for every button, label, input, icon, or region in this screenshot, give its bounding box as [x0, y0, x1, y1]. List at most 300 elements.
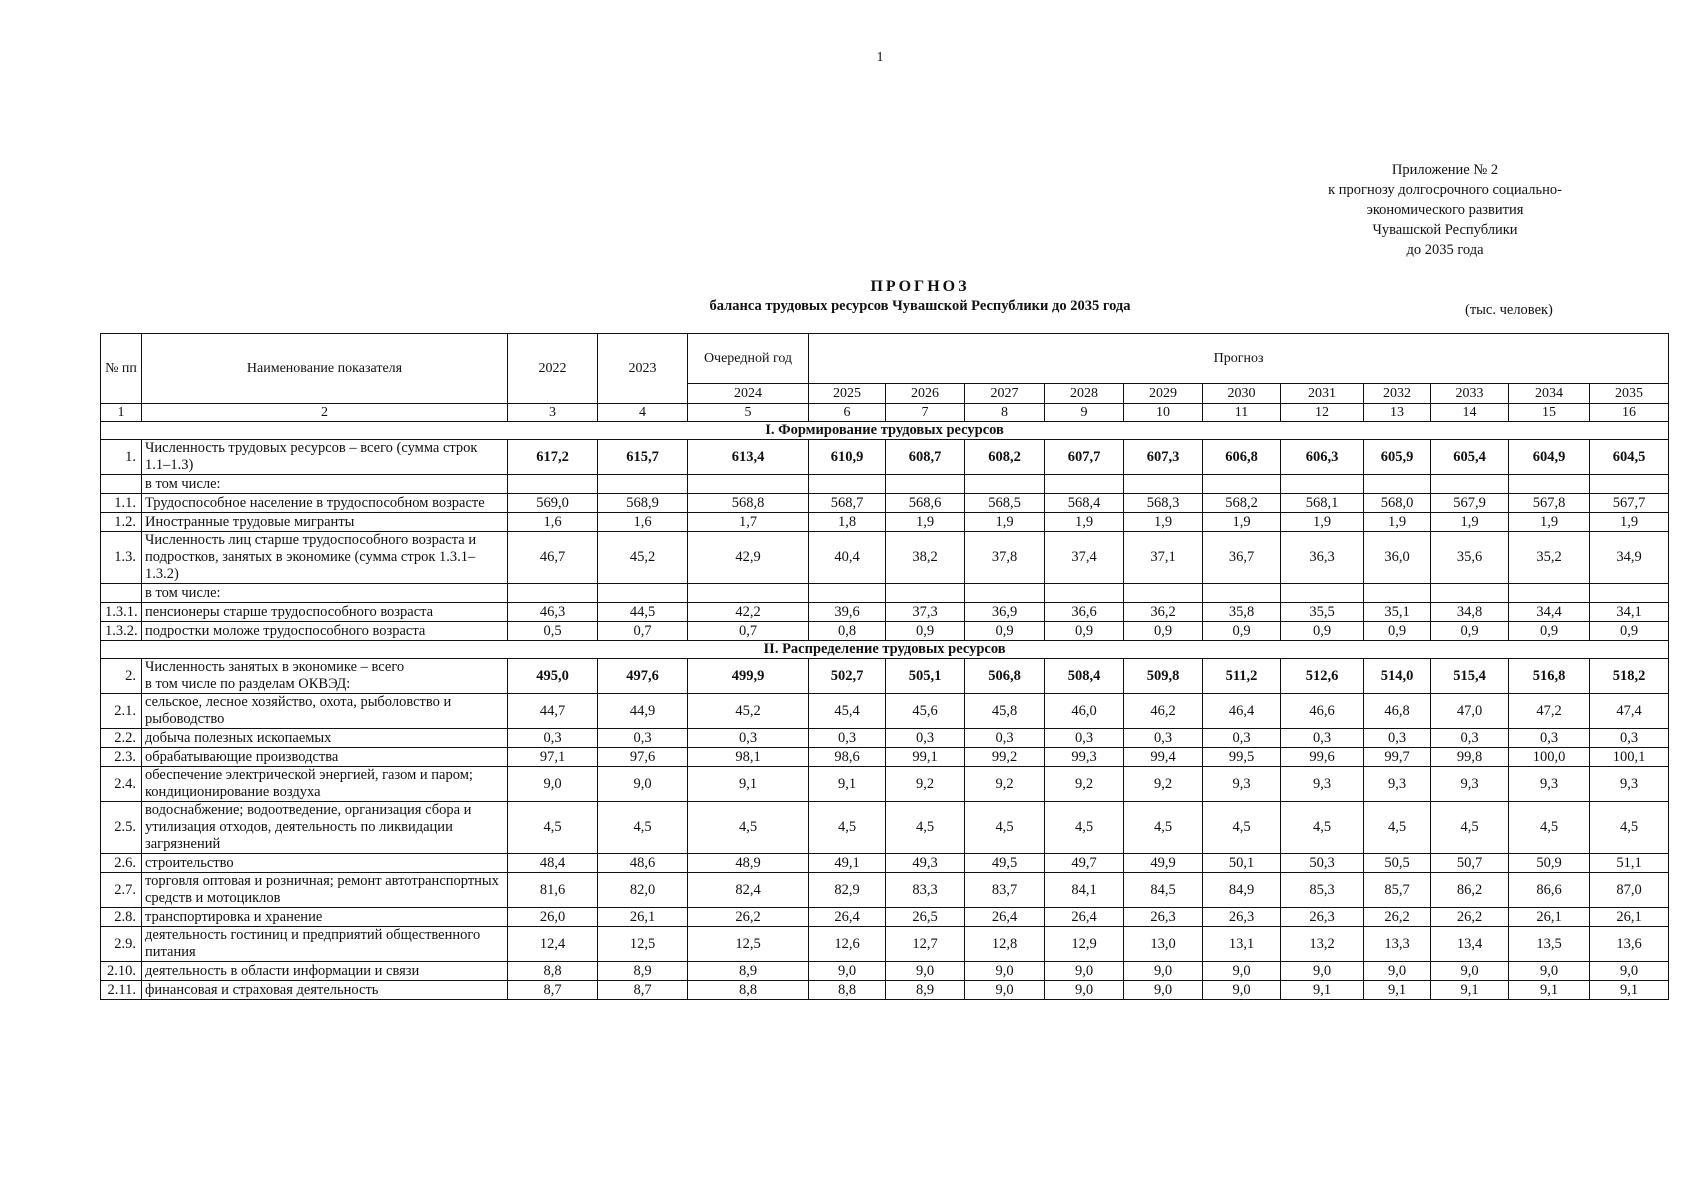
value-cell: 9,0	[1590, 962, 1669, 981]
value-cell: 4,5	[1045, 802, 1124, 854]
value-cell: 607,3	[1124, 440, 1203, 475]
value-cell: 87,0	[1590, 873, 1669, 908]
column-number: 15	[1509, 404, 1590, 422]
value-cell: 49,7	[1045, 854, 1124, 873]
value-cell	[1124, 584, 1203, 603]
value-cell: 512,6	[1281, 659, 1364, 694]
value-cell: 606,3	[1281, 440, 1364, 475]
header-2022: 2022	[508, 334, 598, 404]
table-row	[101, 532, 1669, 584]
value-cell: 4,5	[1364, 802, 1431, 854]
value-cell: 9,0	[1364, 962, 1431, 981]
column-number: 8	[965, 404, 1045, 422]
column-number: 9	[1045, 404, 1124, 422]
value-cell: 34,4	[1509, 603, 1590, 622]
value-cell: 99,4	[1124, 748, 1203, 767]
value-cell: 1,9	[886, 513, 965, 532]
value-cell: 9,0	[965, 962, 1045, 981]
section-title: I. Формирование трудовых ресурсов	[101, 422, 1669, 440]
value-cell: 0,9	[965, 622, 1045, 641]
value-cell: 13,1	[1203, 927, 1281, 962]
value-cell: 497,6	[598, 659, 688, 694]
value-cell: 97,6	[598, 748, 688, 767]
value-cell: 26,1	[1509, 908, 1590, 927]
row-number: 2.2.	[101, 729, 142, 748]
value-cell: 0,3	[598, 729, 688, 748]
value-cell: 1,6	[598, 513, 688, 532]
table-body	[101, 422, 1669, 1000]
value-cell: 9,0	[1281, 962, 1364, 981]
value-cell: 567,9	[1431, 494, 1509, 513]
value-cell: 4,5	[809, 802, 886, 854]
table-row	[101, 603, 1669, 622]
value-cell: 48,9	[688, 854, 809, 873]
column-number: 10	[1124, 404, 1203, 422]
value-cell: 4,5	[598, 802, 688, 854]
row-number: 2.9.	[101, 927, 142, 962]
value-cell: 82,4	[688, 873, 809, 908]
value-cell: 35,2	[1509, 532, 1590, 584]
column-number: 3	[508, 404, 598, 422]
value-cell: 81,6	[508, 873, 598, 908]
value-cell: 568,6	[886, 494, 965, 513]
value-cell: 46,0	[1045, 694, 1124, 729]
value-cell: 26,2	[1364, 908, 1431, 927]
row-name: пенсионеры старше трудоспособного возраста	[142, 603, 508, 622]
value-cell: 48,6	[598, 854, 688, 873]
value-cell: 13,6	[1590, 927, 1669, 962]
value-cell: 0,8	[809, 622, 886, 641]
value-cell: 50,7	[1431, 854, 1509, 873]
value-cell: 0,5	[508, 622, 598, 641]
value-cell: 46,4	[1203, 694, 1281, 729]
value-cell: 9,2	[886, 767, 965, 802]
table-row	[101, 981, 1669, 1000]
value-cell: 99,1	[886, 748, 965, 767]
value-cell: 0,3	[886, 729, 965, 748]
value-cell: 0,7	[598, 622, 688, 641]
value-cell: 605,4	[1431, 440, 1509, 475]
value-cell: 0,3	[688, 729, 809, 748]
row-number: 2.7.	[101, 873, 142, 908]
value-cell: 613,4	[688, 440, 809, 475]
value-cell: 606,8	[1203, 440, 1281, 475]
appendix-note	[1300, 160, 1590, 260]
value-cell: 617,2	[508, 440, 598, 475]
value-cell: 0,7	[688, 622, 809, 641]
value-cell: 9,1	[809, 767, 886, 802]
value-cell: 1,9	[1509, 513, 1590, 532]
title-line-2: баланса трудовых ресурсов Чувашской Республики до 2035 года	[709, 298, 1131, 314]
value-cell: 39,6	[809, 603, 886, 622]
value-cell	[1431, 475, 1509, 494]
row-number: 2.4.	[101, 767, 142, 802]
header-name: Наименование показателя	[142, 334, 508, 404]
value-cell: 82,0	[598, 873, 688, 908]
value-cell	[688, 475, 809, 494]
value-cell: 49,5	[965, 854, 1045, 873]
value-cell: 568,0	[1364, 494, 1431, 513]
value-cell: 568,2	[1203, 494, 1281, 513]
value-cell	[598, 475, 688, 494]
value-cell	[1364, 475, 1431, 494]
value-cell	[1203, 584, 1281, 603]
row-number: 2.8.	[101, 908, 142, 927]
value-cell: 9,0	[598, 767, 688, 802]
value-cell: 26,4	[809, 908, 886, 927]
value-cell: 9,2	[1045, 767, 1124, 802]
header-2023: 2023	[598, 334, 688, 404]
header-year: 2031	[1281, 384, 1364, 404]
value-cell: 1,9	[965, 513, 1045, 532]
value-cell: 46,2	[1124, 694, 1203, 729]
value-cell: 1,7	[688, 513, 809, 532]
value-cell: 13,0	[1124, 927, 1203, 962]
value-cell: 84,9	[1203, 873, 1281, 908]
appendix-line: экономического развития	[1366, 202, 1524, 218]
appendix-line: Чувашской Республики	[1372, 222, 1518, 238]
value-cell: 4,5	[1509, 802, 1590, 854]
row-number	[101, 475, 142, 494]
value-cell: 9,2	[965, 767, 1045, 802]
value-cell: 9,1	[1281, 981, 1364, 1000]
value-cell: 9,1	[1364, 981, 1431, 1000]
value-cell: 9,3	[1281, 767, 1364, 802]
table-row	[101, 873, 1669, 908]
value-cell: 8,8	[508, 962, 598, 981]
value-cell: 82,9	[809, 873, 886, 908]
appendix-line: до 2035 года	[1406, 242, 1484, 258]
value-cell: 514,0	[1364, 659, 1431, 694]
value-cell: 9,3	[1431, 767, 1509, 802]
value-cell: 1,8	[809, 513, 886, 532]
table-row	[101, 440, 1669, 475]
row-name: Численность трудовых ресурсов – всего (сумма строк 1.1–1.3)	[142, 440, 508, 475]
table-row	[101, 729, 1669, 748]
row-number: 2.10.	[101, 962, 142, 981]
value-cell: 604,5	[1590, 440, 1669, 475]
table-row	[101, 584, 1669, 603]
units-label: (тыс. человек)	[1465, 302, 1553, 318]
value-cell: 86,2	[1431, 873, 1509, 908]
value-cell: 46,6	[1281, 694, 1364, 729]
value-cell: 35,1	[1364, 603, 1431, 622]
value-cell: 26,1	[598, 908, 688, 927]
value-cell: 36,9	[965, 603, 1045, 622]
value-cell: 37,8	[965, 532, 1045, 584]
row-number: 1.	[101, 440, 142, 475]
value-cell	[1045, 584, 1124, 603]
header-next-year: Очередной год	[688, 334, 809, 384]
value-cell: 37,1	[1124, 532, 1203, 584]
value-cell: 26,3	[1281, 908, 1364, 927]
value-cell: 0,9	[1281, 622, 1364, 641]
value-cell: 45,6	[886, 694, 965, 729]
table-header	[101, 334, 1669, 422]
value-cell: 1,9	[1281, 513, 1364, 532]
value-cell	[1590, 475, 1669, 494]
value-cell: 44,7	[508, 694, 598, 729]
row-number: 1.3.1.	[101, 603, 142, 622]
value-cell: 567,8	[1509, 494, 1590, 513]
appendix-line: Приложение № 2	[1391, 162, 1499, 178]
value-cell: 0,3	[1364, 729, 1431, 748]
value-cell: 45,4	[809, 694, 886, 729]
value-cell: 44,5	[598, 603, 688, 622]
value-cell: 100,1	[1590, 748, 1669, 767]
row-number: 2.3.	[101, 748, 142, 767]
value-cell: 13,4	[1431, 927, 1509, 962]
value-cell: 9,3	[1203, 767, 1281, 802]
row-name: водоснабжение; водоотведение, организация сбора и утилизация отходов, деятельность по ликвидации загрязнений	[142, 802, 508, 854]
value-cell: 8,9	[688, 962, 809, 981]
value-cell: 568,7	[809, 494, 886, 513]
value-cell: 12,9	[1045, 927, 1124, 962]
appendix-line: к прогнозу долгосрочного социально-	[1328, 182, 1562, 198]
value-cell	[1203, 475, 1281, 494]
value-cell: 34,9	[1590, 532, 1669, 584]
header-year: 2029	[1124, 384, 1203, 404]
value-cell: 49,1	[809, 854, 886, 873]
header-year: 2032	[1364, 384, 1431, 404]
row-name: финансовая и страховая деятельность	[142, 981, 508, 1000]
value-cell: 0,3	[508, 729, 598, 748]
value-cell: 0,9	[1364, 622, 1431, 641]
row-name: обрабатывающие производства	[142, 748, 508, 767]
row-number	[101, 584, 142, 603]
value-cell: 8,8	[809, 981, 886, 1000]
value-cell: 98,1	[688, 748, 809, 767]
value-cell: 47,2	[1509, 694, 1590, 729]
value-cell	[886, 475, 965, 494]
value-cell: 12,4	[508, 927, 598, 962]
column-number: 16	[1590, 404, 1669, 422]
value-cell: 605,9	[1364, 440, 1431, 475]
value-cell: 608,2	[965, 440, 1045, 475]
value-cell: 8,9	[886, 981, 965, 1000]
row-number: 2.6.	[101, 854, 142, 873]
value-cell: 4,5	[886, 802, 965, 854]
table-row	[101, 854, 1669, 873]
value-cell: 36,3	[1281, 532, 1364, 584]
value-cell: 13,3	[1364, 927, 1431, 962]
value-cell: 83,7	[965, 873, 1045, 908]
header-year: 2024	[688, 384, 809, 404]
value-cell: 85,7	[1364, 873, 1431, 908]
value-cell: 47,4	[1590, 694, 1669, 729]
value-cell	[508, 584, 598, 603]
value-cell: 26,3	[1203, 908, 1281, 927]
header-year: 2033	[1431, 384, 1509, 404]
value-cell: 12,5	[598, 927, 688, 962]
value-cell: 508,4	[1045, 659, 1124, 694]
value-cell: 100,0	[1509, 748, 1590, 767]
value-cell	[965, 584, 1045, 603]
value-cell: 568,4	[1045, 494, 1124, 513]
value-cell: 0,3	[1281, 729, 1364, 748]
table-row	[101, 962, 1669, 981]
value-cell: 511,2	[1203, 659, 1281, 694]
row-number: 2.5.	[101, 802, 142, 854]
column-number: 7	[886, 404, 965, 422]
value-cell: 50,5	[1364, 854, 1431, 873]
value-cell: 12,6	[809, 927, 886, 962]
header-year: 2027	[965, 384, 1045, 404]
value-cell: 45,2	[598, 532, 688, 584]
value-cell: 4,5	[965, 802, 1045, 854]
value-cell: 495,0	[508, 659, 598, 694]
value-cell: 26,2	[688, 908, 809, 927]
row-number: 2.1.	[101, 694, 142, 729]
value-cell: 499,9	[688, 659, 809, 694]
value-cell: 50,9	[1509, 854, 1590, 873]
value-cell: 37,3	[886, 603, 965, 622]
value-cell: 4,5	[1124, 802, 1203, 854]
value-cell: 8,8	[688, 981, 809, 1000]
header-year: 2028	[1045, 384, 1124, 404]
value-cell: 35,6	[1431, 532, 1509, 584]
row-name: деятельность гостиниц и предприятий общественного питания	[142, 927, 508, 962]
row-name: Иностранные трудовые мигранты	[142, 513, 508, 532]
title-line-1: ПРОГНОЗ	[870, 278, 970, 295]
value-cell: 42,2	[688, 603, 809, 622]
value-cell: 568,8	[688, 494, 809, 513]
value-cell	[965, 475, 1045, 494]
value-cell: 518,2	[1590, 659, 1669, 694]
labor-balance-table	[100, 333, 1669, 1000]
value-cell: 99,6	[1281, 748, 1364, 767]
row-name: деятельность в области информации и связи	[142, 962, 508, 981]
table-row	[101, 748, 1669, 767]
row-name: торговля оптовая и розничная; ремонт автотранспортных средств и мотоциклов	[142, 873, 508, 908]
value-cell: 46,7	[508, 532, 598, 584]
value-cell: 13,5	[1509, 927, 1590, 962]
row-number: 1.3.	[101, 532, 142, 584]
row-name: в том числе:	[142, 475, 508, 494]
value-cell: 0,3	[1509, 729, 1590, 748]
value-cell: 26,1	[1590, 908, 1669, 927]
value-cell	[1509, 584, 1590, 603]
value-cell: 607,7	[1045, 440, 1124, 475]
value-cell	[1281, 475, 1364, 494]
column-number: 2	[142, 404, 508, 422]
table-row	[101, 694, 1669, 729]
value-cell: 26,3	[1124, 908, 1203, 927]
header-year: 2030	[1203, 384, 1281, 404]
value-cell: 4,5	[508, 802, 598, 854]
value-cell: 615,7	[598, 440, 688, 475]
value-cell: 8,7	[508, 981, 598, 1000]
table-row	[101, 475, 1669, 494]
value-cell: 568,3	[1124, 494, 1203, 513]
value-cell: 4,5	[688, 802, 809, 854]
value-cell: 0,9	[1203, 622, 1281, 641]
value-cell: 0,9	[886, 622, 965, 641]
value-cell: 9,0	[1203, 962, 1281, 981]
value-cell: 44,9	[598, 694, 688, 729]
value-cell: 99,2	[965, 748, 1045, 767]
value-cell: 509,8	[1124, 659, 1203, 694]
row-name: обеспечение электрической энергией, газом и паром; кондиционирование воздуха	[142, 767, 508, 802]
value-cell: 515,4	[1431, 659, 1509, 694]
value-cell: 84,5	[1124, 873, 1203, 908]
value-cell: 26,5	[886, 908, 965, 927]
header-year: 2026	[886, 384, 965, 404]
table-row	[101, 622, 1669, 641]
value-cell	[688, 584, 809, 603]
value-cell: 0,3	[1431, 729, 1509, 748]
row-name: подростки моложе трудоспособного возраста	[142, 622, 508, 641]
column-number: 11	[1203, 404, 1281, 422]
header-forecast: Прогноз	[809, 334, 1669, 384]
value-cell: 1,9	[1590, 513, 1669, 532]
value-cell	[1364, 584, 1431, 603]
row-name: в том числе:	[142, 584, 508, 603]
value-cell: 51,1	[1590, 854, 1669, 873]
value-cell: 98,6	[809, 748, 886, 767]
value-cell	[1124, 475, 1203, 494]
row-number: 1.1.	[101, 494, 142, 513]
value-cell: 0,3	[1203, 729, 1281, 748]
value-cell: 604,9	[1509, 440, 1590, 475]
value-cell: 50,3	[1281, 854, 1364, 873]
row-number: 1.2.	[101, 513, 142, 532]
value-cell: 49,3	[886, 854, 965, 873]
value-cell: 1,9	[1364, 513, 1431, 532]
value-cell	[1045, 475, 1124, 494]
value-cell: 9,0	[965, 981, 1045, 1000]
row-number: 2.11.	[101, 981, 142, 1000]
value-cell: 9,3	[1590, 767, 1669, 802]
value-cell: 40,4	[809, 532, 886, 584]
row-number: 1.3.2.	[101, 622, 142, 641]
value-cell: 34,1	[1590, 603, 1669, 622]
header-year: 2034	[1509, 384, 1590, 404]
value-cell: 99,8	[1431, 748, 1509, 767]
value-cell: 99,3	[1045, 748, 1124, 767]
value-cell: 45,8	[965, 694, 1045, 729]
value-cell: 35,5	[1281, 603, 1364, 622]
value-cell: 37,4	[1045, 532, 1124, 584]
value-cell	[598, 584, 688, 603]
column-number: 14	[1431, 404, 1509, 422]
value-cell	[508, 475, 598, 494]
row-number: 2.	[101, 659, 142, 694]
value-cell: 86,6	[1509, 873, 1590, 908]
value-cell: 97,1	[508, 748, 598, 767]
value-cell: 1,6	[508, 513, 598, 532]
value-cell: 1,9	[1431, 513, 1509, 532]
value-cell: 38,2	[886, 532, 965, 584]
value-cell: 34,8	[1431, 603, 1509, 622]
value-cell: 26,2	[1431, 908, 1509, 927]
value-cell: 9,2	[1124, 767, 1203, 802]
value-cell: 9,0	[1045, 962, 1124, 981]
value-cell: 48,4	[508, 854, 598, 873]
value-cell: 1,9	[1124, 513, 1203, 532]
value-cell: 35,8	[1203, 603, 1281, 622]
row-name: Численность занятых в экономике – всего в том числе по разделам ОКВЭД:	[142, 659, 508, 694]
value-cell: 0,9	[1431, 622, 1509, 641]
value-cell: 9,0	[1203, 981, 1281, 1000]
column-number: 1	[101, 404, 142, 422]
value-cell	[886, 584, 965, 603]
column-number: 5	[688, 404, 809, 422]
value-cell	[809, 475, 886, 494]
document-title	[560, 278, 1280, 315]
value-cell: 99,5	[1203, 748, 1281, 767]
row-name: Трудоспособное население в трудоспособном возрасте	[142, 494, 508, 513]
